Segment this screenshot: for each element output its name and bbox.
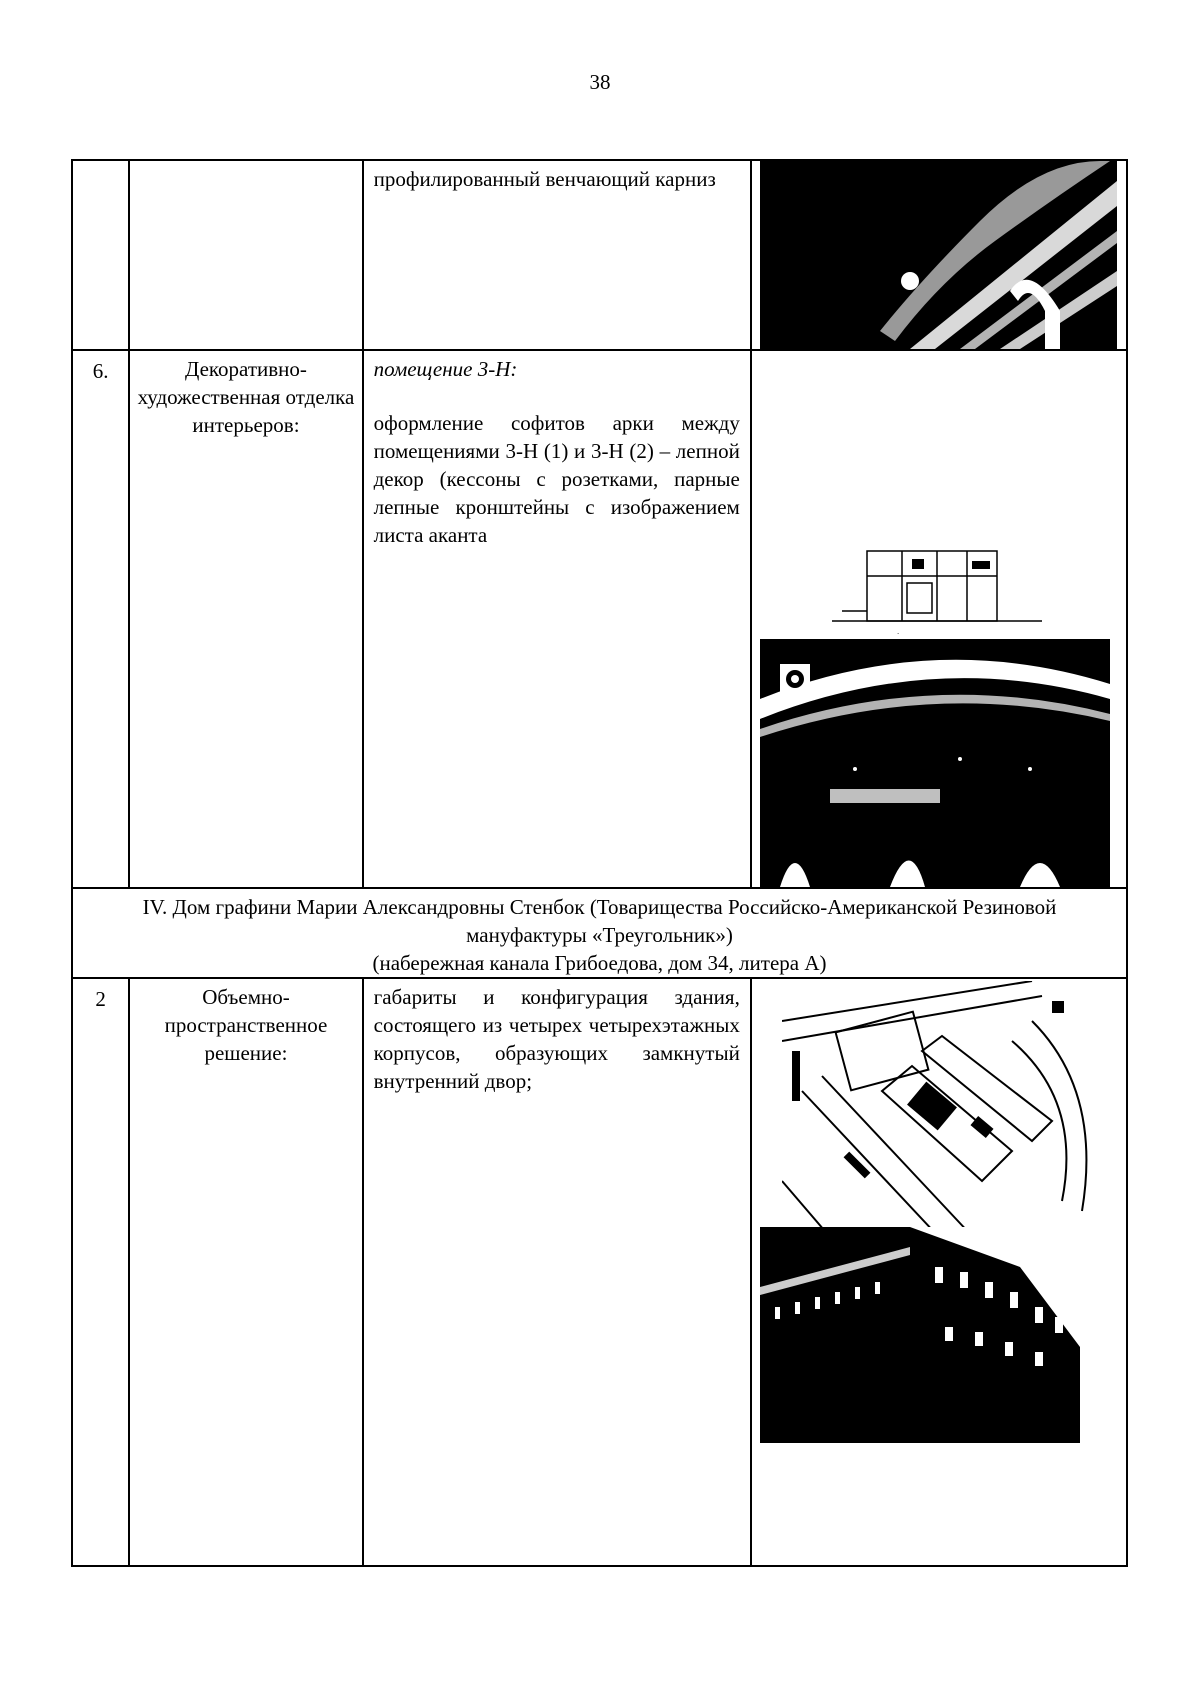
cornice-photo [760, 161, 1117, 349]
element-name: Декоративно-художественная отделка интерьеров: [129, 350, 362, 888]
element-description [363, 160, 751, 350]
register-table [71, 159, 1128, 1567]
row-number [72, 160, 129, 350]
photo-cell [751, 350, 1127, 888]
table-row-volume [72, 978, 1127, 1566]
interior-description: оформление софитов арки между помещениями 3-Н (1) и 3-Н (2) – лепной декор (кессоны с розетками, парные лепные кронштейны с изображением листа аканта [373, 411, 740, 547]
building-photo [760, 1227, 1080, 1443]
row-number: 2 [72, 978, 129, 1566]
svg-text:·: · [896, 630, 900, 638]
volume-description: габариты и конфигурация здания, состоящего из четырех четырехэтажных корпусов, образующих замкнутый внутренний двор; [373, 985, 740, 1093]
photo-cell [751, 160, 1127, 350]
floor-plan-image [812, 521, 1062, 641]
site-plan-image [782, 981, 1092, 1251]
element-description [363, 350, 751, 888]
table-row-cornice [72, 160, 1127, 350]
section-address: (набережная канала Грибоедова, дом 34, литера А) [372, 951, 827, 975]
arch-photo [760, 639, 1110, 887]
section-title: IV. Дом графини Марии Александровны Стенбок (Товарищества Российско-Американской Резиновой мануфактуры «Треугольник») [142, 895, 1057, 947]
photo-cell [751, 978, 1127, 1566]
element-name [129, 160, 362, 350]
room-subtitle: помещение 3-Н: [373, 357, 518, 381]
element-description [363, 978, 751, 1566]
cornice-description: профилированный венчающий карниз [373, 167, 716, 191]
table-row-interior [72, 350, 1127, 888]
section-header [72, 888, 1127, 978]
table-row-section-header [72, 888, 1127, 978]
element-name: Объемно-пространственное решение: [129, 978, 362, 1566]
page-number: 38 [589, 70, 611, 94]
row-number: 6. [72, 350, 129, 888]
